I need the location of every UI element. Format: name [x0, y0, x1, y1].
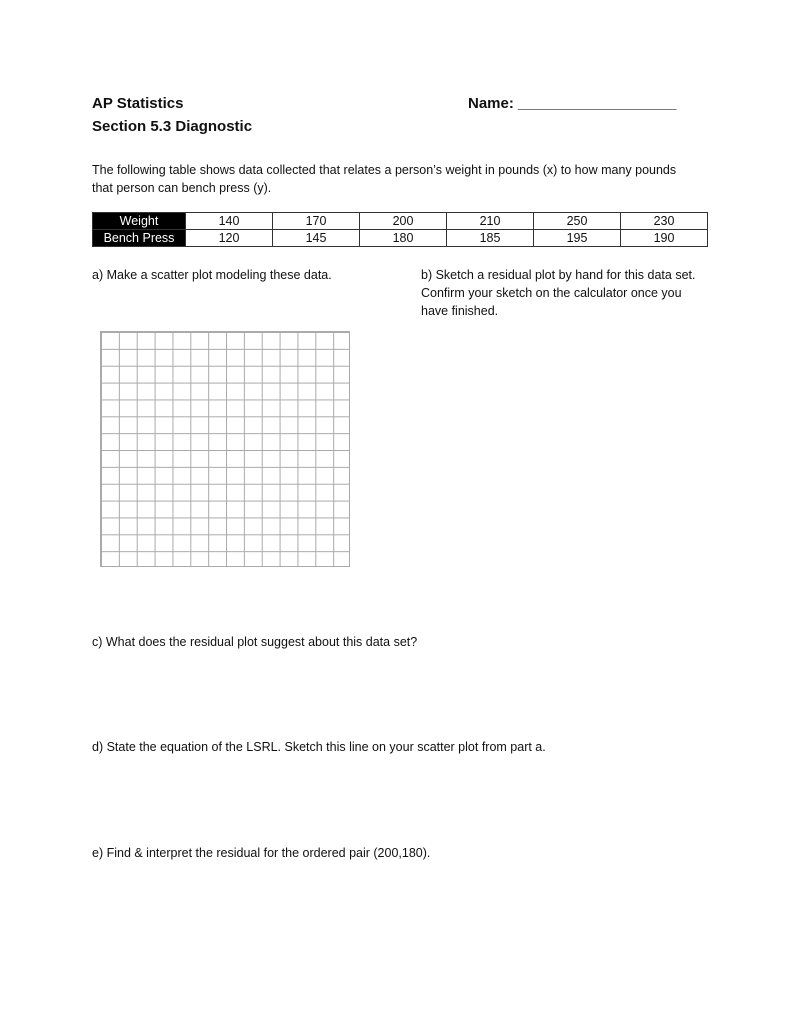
- section-title: Section 5.3 Diagnostic: [92, 118, 253, 135]
- intro-text: The following table shows data collected that relates a person’s weight in pounds (x) to how many pounds that person can bench press (y).: [92, 163, 677, 195]
- table-cell: 120: [186, 230, 273, 247]
- table-cell: 230: [621, 213, 708, 230]
- table-cell: 210: [447, 213, 534, 230]
- table-cell: 180: [360, 230, 447, 247]
- table-cell: 170: [273, 213, 360, 230]
- name-field[interactable]: Name: ___________________: [468, 95, 677, 112]
- row-header: Bench Press: [93, 230, 186, 247]
- table-cell: 250: [534, 213, 621, 230]
- table-cell: 190: [621, 230, 708, 247]
- table-cell: 185: [447, 230, 534, 247]
- graph-grid: [100, 331, 350, 567]
- table-cell: 195: [534, 230, 621, 247]
- table-cell: 145: [273, 230, 360, 247]
- table-row: [93, 230, 708, 247]
- question-c: c) What does the residual plot suggest about this data set?: [92, 635, 418, 649]
- table-cell: 140: [186, 213, 273, 230]
- data-table: [92, 212, 708, 247]
- question-d: d) State the equation of the LSRL. Sketch this line on your scatter plot from part a.: [92, 740, 546, 754]
- table-row: [93, 213, 708, 230]
- row-header: Weight: [93, 213, 186, 230]
- question-a: a) Make a scatter plot modeling these data.: [92, 268, 332, 282]
- question-b: b) Sketch a residual plot by hand for this data set. Confirm your sketch on the calculator once you have finished.: [421, 268, 696, 318]
- question-e: e) Find & interpret the residual for the ordered pair (200,180).: [92, 846, 431, 860]
- table-cell: 200: [360, 213, 447, 230]
- course-title: AP Statistics: [92, 95, 184, 112]
